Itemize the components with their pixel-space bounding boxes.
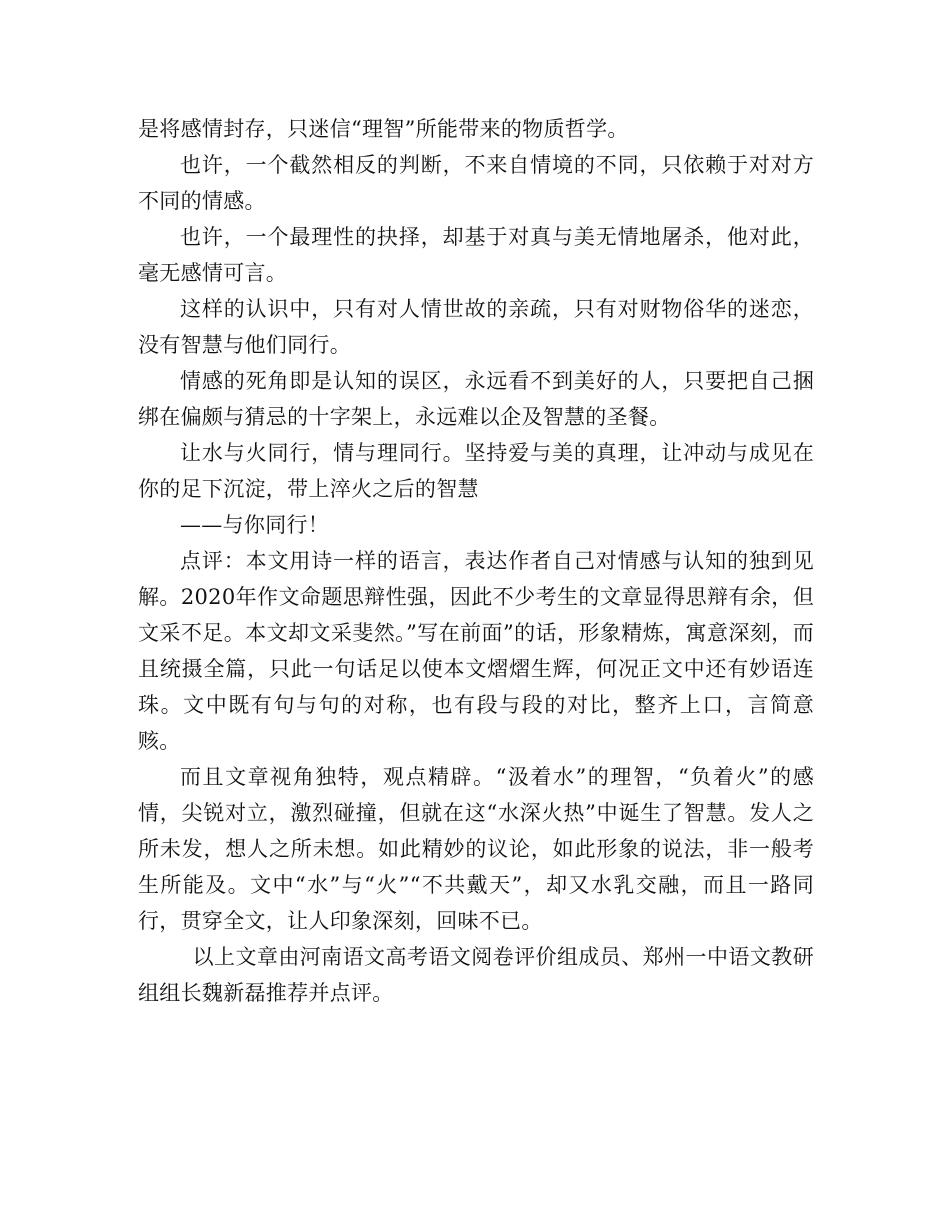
- paragraph-attribution: 以上文章由河南语文高考语文阅卷评价组成员、郑州一中语文教研组组长魏新磊推荐并点评。: [138, 945, 814, 1005]
- paragraph-closing-line: ——与你同行！: [180, 513, 330, 537]
- paragraph-commentary: 点评：本文用诗一样的语言，表达作者自己对情感与认知的独到见解。2020年作文命题思辩性强，因此不少考生的文章显得思辩有余，但文采不足。本文却文采斐然。”写在前面”的话，形象精炼，寓意深刻，而且统摄全篇，只此一句话足以使本文熠熠生辉，何况正文中还有妙语连珠。文中既有句与句的对称，也有段与段的对比，整齐上口，言简意赅。: [138, 549, 814, 753]
- paragraph-cognition: 这样的认识中，只有对人情世故的亲疏，只有对财物俗华的迷恋，没有智慧与他们同行。: [138, 297, 814, 357]
- paragraph-blind-spot: 情感的死角即是认知的误区，永远看不到美好的人，只要把自己捆绑在偏颇与猜忌的十字架上，永远难以企及智慧的圣餐。: [138, 369, 814, 429]
- paragraph-commentary-continued: 而且文章视角独特，观点精辟。“汲着水”的理智，“负着火”的感情，尖锐对立，激烈碰撞，但就在这“水深火热”中诞生了智慧。发人之所未发，想人之所未想。如此精妙的议论，如此形象的说法，非一般考生所能及。文中“水”与“火”“不共戴天”，却又水乳交融，而且一路同行，贯穿全文，让人印象深刻，回味不已。: [138, 765, 814, 933]
- document-page: [138, 111, 814, 1011]
- paragraph-water-and-fire: 让水与火同行，情与理同行。坚持爱与美的真理，让冲动与成见在你的足下沉淀，带上淬火之后的智慧: [138, 441, 814, 501]
- paragraph-continuation: 是将感情封存，只迷信“理智”所能带来的物质哲学。: [138, 117, 629, 141]
- paragraph-perhaps-judgment: 也许，一个截然相反的判断，不来自情境的不同，只依赖于对对方不同的情感。: [138, 153, 814, 213]
- paragraph-perhaps-choice: 也许，一个最理性的抉择，却基于对真与美无情地屠杀，他对此，毫无感情可言。: [138, 225, 814, 285]
